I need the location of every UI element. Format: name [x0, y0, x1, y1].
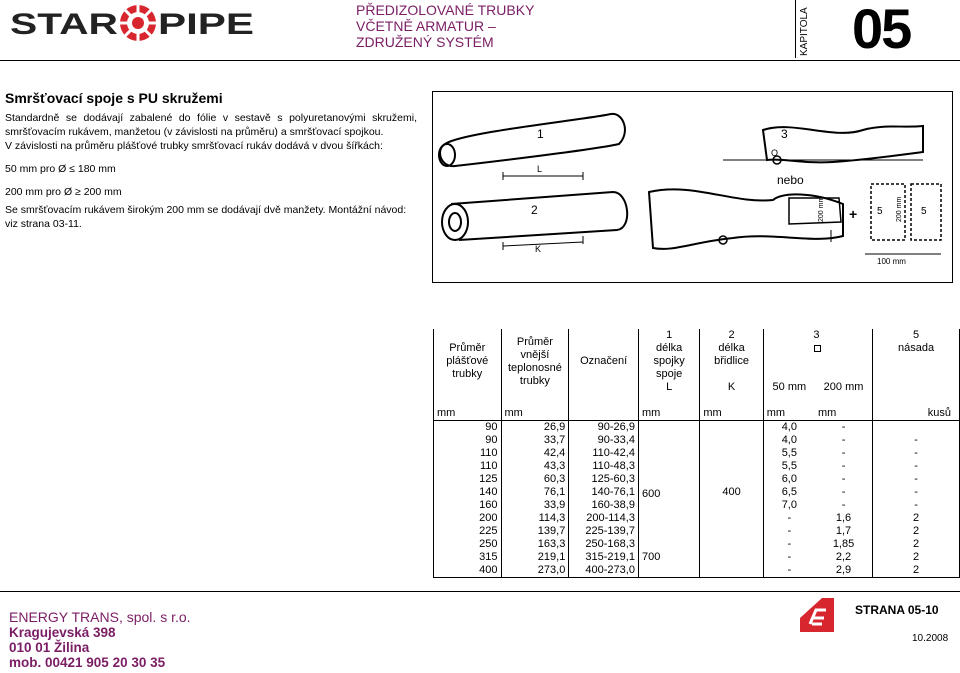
- length-600: 600: [641, 488, 661, 500]
- cell-sleeve-50: 6,0: [763, 473, 815, 486]
- header-text: délka: [700, 342, 763, 355]
- header-title-line: VČETNĚ ARMATUR –: [356, 18, 496, 34]
- header-title-line: PŘEDIZOLOVANÉ TRUBKY: [356, 2, 535, 18]
- length-700: 700: [641, 551, 661, 563]
- label-200mm: 200 mm: [896, 196, 903, 222]
- company-name: ENERGY TRANS, spol. s r.o.: [9, 609, 191, 625]
- table-row: [434, 538, 960, 551]
- cell-collar-count: 2: [873, 512, 960, 525]
- cell-sleeve-200: -: [841, 460, 846, 472]
- cell-casing-diameter: 125: [434, 473, 502, 486]
- cell-sleeve-200: 1,85: [832, 538, 855, 550]
- cell-sleeve-50: -: [763, 564, 815, 578]
- cell-designation: 110-48,3: [569, 460, 639, 473]
- intro-text: [5, 111, 417, 231]
- cell-collar-count: [873, 421, 960, 435]
- cell-pipe-diameter: 43,3: [501, 460, 569, 473]
- cell-pipe-diameter: 273,0: [501, 564, 569, 578]
- label-100mm: 100 mm: [877, 257, 906, 266]
- energy-trans-logo-icon: [800, 598, 834, 632]
- cell-pipe-diameter: 60,3: [501, 473, 569, 486]
- cell-sleeve-50: 5,5: [763, 447, 815, 460]
- cell-sleeve-50: 6,5: [763, 486, 815, 499]
- cell-casing-diameter: 90: [434, 434, 502, 447]
- unit-cell: mm: [700, 407, 763, 421]
- label-k: K: [535, 244, 542, 254]
- issue-date: 10.2008: [912, 633, 949, 644]
- cell-designation: 110-42,4: [569, 447, 639, 460]
- checkbox-icon: [814, 345, 821, 352]
- header-title-line: ZDRUŽENÝ SYSTÉM: [356, 34, 494, 50]
- starpipe-logo: [10, 2, 255, 46]
- col-number: 3: [763, 329, 872, 342]
- label-5: 5: [921, 206, 927, 217]
- label-nebo: nebo: [777, 173, 804, 187]
- label-3: 3: [781, 127, 788, 141]
- svg-text:PIPE: PIPE: [158, 8, 254, 41]
- cell-sleeve-200: 2,2: [835, 551, 852, 563]
- cell-length-l: [638, 421, 699, 539]
- cell-sleeve-200: -: [841, 421, 846, 433]
- header-text: trubky: [519, 374, 550, 387]
- label-5: 5: [877, 206, 883, 217]
- cell-sleeve-200: -: [841, 434, 846, 446]
- cell-casing-diameter: 110: [434, 460, 502, 473]
- cell-sleeve-200: 2,9: [815, 564, 873, 578]
- cell-pipe-diameter: 219,1: [501, 551, 569, 564]
- unit-cell: mm: [638, 407, 699, 421]
- company-info: [9, 610, 191, 670]
- joint-diagram: [432, 91, 953, 283]
- header-text: trubky: [452, 368, 483, 380]
- cell-pipe-diameter: 33,9: [501, 499, 569, 512]
- cell-casing-diameter: 110: [434, 447, 502, 460]
- label-2: 2: [531, 203, 538, 217]
- sleeve-table: [433, 329, 960, 578]
- width-option-large: 200 mm pro Ø ≥ 200 mm: [5, 186, 122, 198]
- unit-cell: mm: [815, 407, 873, 421]
- page-number: STRANA 05-10: [855, 603, 939, 617]
- label-200mm: 200 mm: [818, 196, 825, 222]
- header-title: [356, 2, 534, 50]
- cell-designation: 400-273,0: [569, 564, 639, 578]
- label-o: O: [771, 148, 779, 158]
- length-400: 400: [722, 485, 741, 498]
- cell-collar-count: 2: [873, 564, 960, 578]
- cell-designation: 90-26,9: [569, 421, 639, 435]
- cell-designation: 315-219,1: [569, 551, 639, 564]
- cell-sleeve-50: -: [763, 551, 815, 564]
- width-option-small: 50 mm pro Ø ≤ 180 mm: [5, 163, 116, 175]
- col-number: 5: [873, 329, 960, 342]
- col-header-designation: Označení: [569, 329, 639, 394]
- cell-sleeve-200: 1,7: [835, 525, 852, 537]
- cell-sleeve-50: 4,0: [763, 434, 815, 447]
- cell-pipe-diameter: 33,7: [501, 434, 569, 447]
- cell-collar-count: -: [873, 473, 960, 486]
- cell-pipe-diameter: 114,3: [501, 512, 569, 525]
- cell-sleeve-200: -: [841, 486, 846, 498]
- unit-cell: kusů: [873, 407, 960, 421]
- header-text: Průměr: [449, 342, 486, 354]
- cell-designation: 140-76,1: [569, 486, 639, 499]
- cell-sleeve-50: -: [763, 525, 815, 538]
- cell-casing-diameter: 160: [434, 499, 502, 512]
- cell-sleeve-200: 1,6: [835, 512, 852, 524]
- top-rule: [0, 60, 960, 61]
- cell-collar-count: -: [873, 499, 960, 512]
- header-text: délka: [638, 342, 699, 355]
- cell-casing-diameter: 225: [434, 525, 502, 538]
- unit-cell: mm: [434, 407, 502, 421]
- cell-designation: 125-60,3: [569, 473, 639, 486]
- kapitola-label: [799, 4, 813, 56]
- company-phone: mob. 00421 905 20 30 35: [9, 655, 166, 670]
- header-text: spojky: [638, 355, 699, 368]
- cell-sleeve-200: -: [841, 447, 846, 459]
- col-number: 2: [700, 329, 763, 342]
- header-text: spoje: [638, 368, 699, 381]
- cell-sleeve-50: 5,5: [763, 460, 815, 473]
- cell-casing-diameter: 140: [434, 486, 502, 499]
- header-text: Průměr: [516, 335, 553, 348]
- col-number: 1: [638, 329, 699, 342]
- cell-designation: 250-168,3: [569, 538, 639, 551]
- table-row: [434, 421, 960, 435]
- header-divider: [795, 0, 796, 58]
- cell-casing-diameter: 90: [434, 421, 502, 435]
- header-text: K: [700, 381, 763, 394]
- cell-pipe-diameter: 76,1: [501, 486, 569, 499]
- cell-sleeve-50: -: [763, 538, 815, 551]
- page-header: [0, 0, 960, 60]
- label-l: L: [537, 164, 543, 174]
- header-text: plášťové: [446, 355, 489, 367]
- cell-sleeve-50: 7,0: [763, 499, 815, 512]
- header-text: teplonosné: [507, 361, 562, 374]
- cell-designation: 200-114,3: [569, 512, 639, 525]
- cell-pipe-diameter: 42,4: [501, 447, 569, 460]
- intro-paragraph: Standardně se dodávají zabalené do fólie v sestavě s polyuretanovými skružemi, smršťovacím rukávem, manžetou (v závislosti na průměru) a smršťovací spojkou.: [5, 112, 417, 138]
- cell-sleeve-50: 4,0: [763, 421, 815, 435]
- header-text: L: [638, 381, 699, 394]
- company-street: Kragujevská 398: [9, 625, 116, 640]
- cell-length-k: [700, 421, 763, 578]
- header-text: násada: [873, 342, 960, 355]
- label-1: 1: [537, 127, 544, 141]
- cell-collar-count: 2: [873, 525, 960, 538]
- joint-diagram-drawing: [433, 92, 954, 284]
- label-plus: +: [849, 206, 858, 222]
- bottom-rule: [0, 591, 960, 592]
- header-50mm: 50 mm: [763, 381, 815, 394]
- section-title: Smršťovací spoje s PU skružemi: [5, 90, 223, 106]
- cell-collar-count: -: [873, 460, 960, 473]
- table-header-row: [434, 329, 960, 342]
- cell-designation: 90-33,4: [569, 434, 639, 447]
- cell-sleeve-200: -: [841, 499, 846, 511]
- intro-paragraph: Se smršťovacím rukávem širokým 200 mm se dodávají dvě manžety. Montážní návod: viz strana 03-11.: [5, 204, 407, 230]
- cell-casing-diameter: 250: [434, 538, 502, 551]
- unit-cell: mm: [501, 407, 569, 421]
- cell-collar-count: -: [873, 434, 960, 447]
- cell-sleeve-200: -: [841, 473, 846, 485]
- company-city: 010 01 Žilina: [9, 640, 90, 655]
- cell-pipe-diameter: 26,9: [501, 421, 569, 435]
- cell-casing-diameter: 315: [434, 551, 502, 564]
- cell-casing-diameter: 400: [434, 564, 502, 578]
- cell-collar-count: 2: [873, 538, 960, 551]
- kapitola-text: KAPITOLA: [799, 7, 810, 56]
- cell-collar-count: -: [873, 447, 960, 460]
- cell-pipe-diameter: 163,3: [501, 538, 569, 551]
- cell-collar-count: 2: [873, 551, 960, 564]
- cell-casing-diameter: 200: [434, 512, 502, 525]
- unit-cell: mm: [763, 407, 815, 421]
- header-text: břidlice: [700, 355, 763, 368]
- header-text: vnější: [520, 348, 550, 361]
- col-header-casing: [434, 329, 502, 394]
- chapter-number: 05: [852, 0, 911, 60]
- units-row: [434, 407, 960, 421]
- cell-sleeve-50: -: [763, 512, 815, 525]
- cell-designation: 160-38,9: [569, 499, 639, 512]
- intro-paragraph: V závislosti na průměru plášťové trubky smršťovací rukáv dodává v dvou šířkách:: [5, 140, 383, 152]
- header-200mm: 200 mm: [823, 381, 864, 393]
- svg-text:STAR: STAR: [10, 8, 119, 41]
- cell-length-l: [638, 538, 699, 578]
- cell-designation: 225-139,7: [569, 525, 639, 538]
- cell-pipe-diameter: 139,7: [501, 525, 569, 538]
- cell-collar-count: -: [873, 486, 960, 499]
- col-header-pipe: [501, 329, 569, 394]
